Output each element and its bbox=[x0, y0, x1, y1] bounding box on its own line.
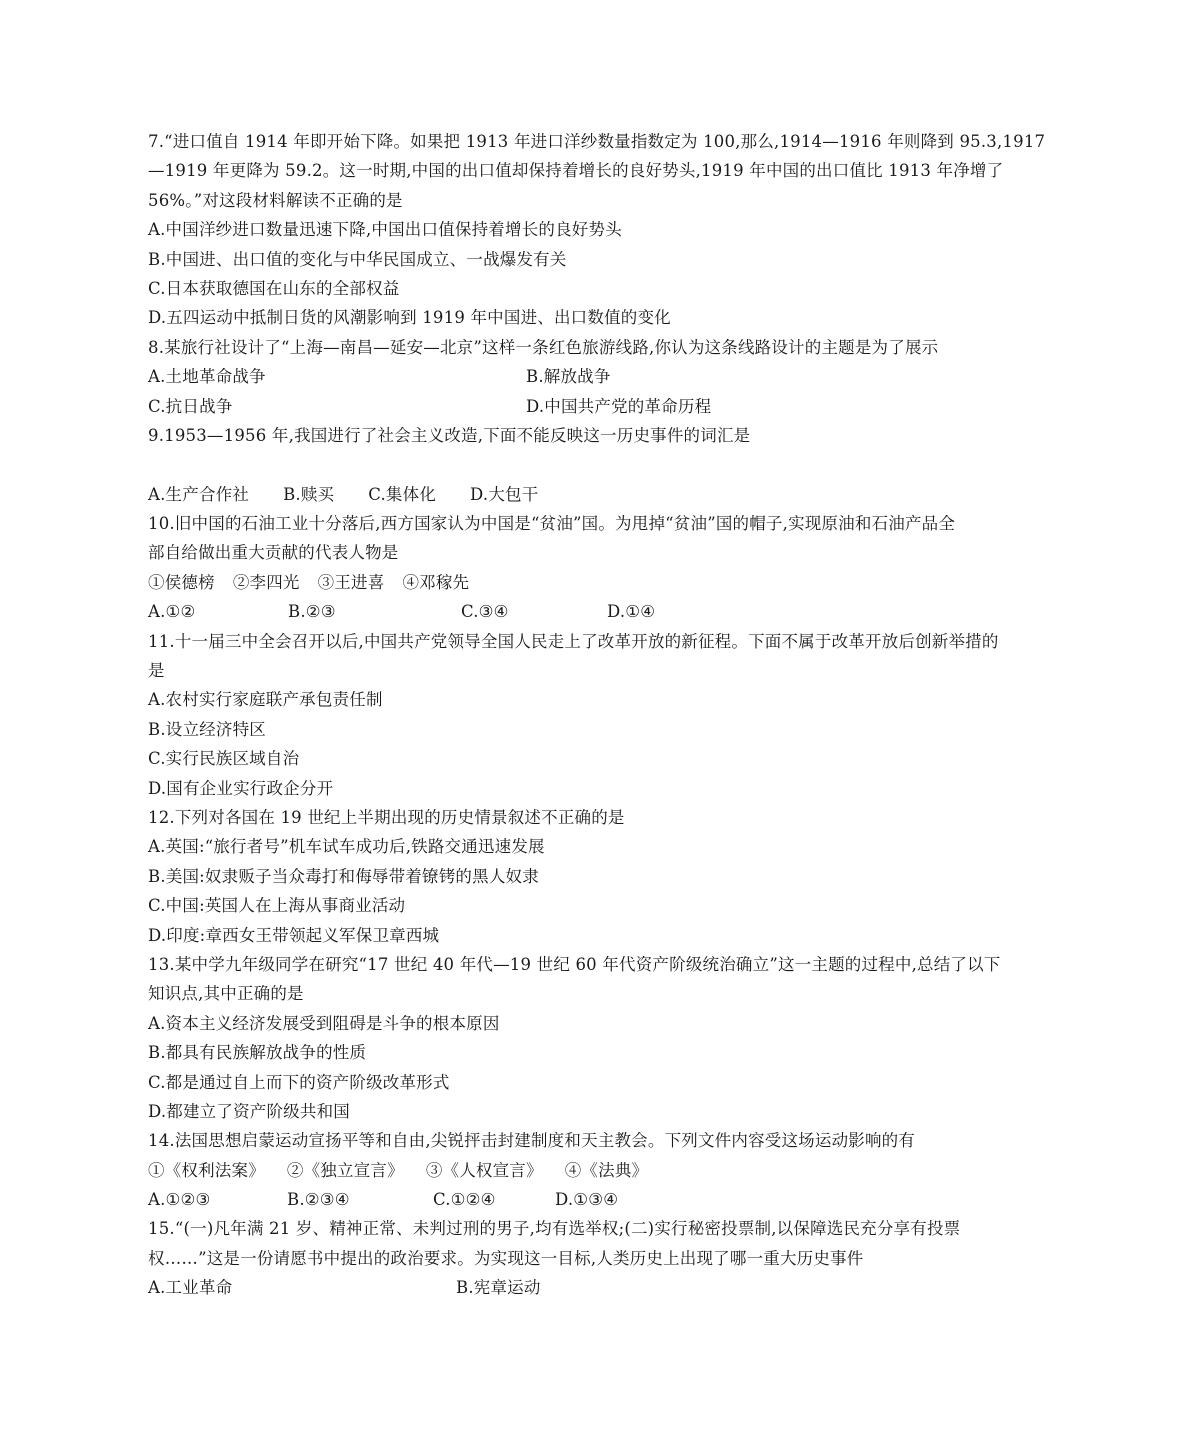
option-c: C.集体化 bbox=[368, 484, 437, 504]
item-1: ①《权利法案》 bbox=[148, 1160, 265, 1180]
option-d: D.大包干 bbox=[470, 484, 539, 504]
options-row bbox=[148, 1185, 1058, 1214]
option-d: D.①④ bbox=[607, 602, 656, 622]
option-b: B.宪章运动 bbox=[456, 1278, 541, 1298]
options-row bbox=[148, 597, 1058, 626]
option-b: B.解放战争 bbox=[526, 367, 611, 387]
question-stem: 9.1953—1956 年,我国进行了社会主义改造,下面不能反映这一历史事件的词汇是 bbox=[148, 425, 751, 445]
option-c: C.抗日战争 bbox=[148, 396, 233, 416]
item-2: ②《独立宣言》 bbox=[286, 1160, 404, 1180]
option-a: A.工业革命 bbox=[148, 1278, 233, 1298]
option-d: D.①③④ bbox=[555, 1190, 619, 1210]
options-row bbox=[148, 392, 1058, 421]
question-stem: 是 bbox=[148, 661, 165, 681]
question-stem: 10.旧中国的石油工业十分落后,西方国家认为中国是“贫油”国。为甩掉“贫油”国的帽子,实现原油和石油产品全 bbox=[148, 514, 956, 534]
option-b: B.赎买 bbox=[283, 484, 335, 504]
option-a: A.资本主义经济发展受到阻碍是斗争的根本原因 bbox=[148, 1013, 500, 1033]
question-stem: 14.法国思想启蒙运动宣扬平等和自由,尖锐抨击封建制度和天主教会。下列文件内容受这场运动影响的有 bbox=[148, 1131, 916, 1151]
option-a: A.生产合作社 bbox=[148, 484, 250, 504]
option-b: B.都具有民族解放战争的性质 bbox=[148, 1043, 367, 1063]
option-d: D.国有企业实行政企分开 bbox=[148, 778, 334, 798]
blank-line bbox=[148, 450, 1058, 479]
option-a: A.中国洋纱进口数量迅速下降,中国出口值保持着增长的良好势头 bbox=[148, 220, 622, 240]
items-row bbox=[148, 1156, 1058, 1185]
items-row bbox=[148, 568, 1058, 597]
option-b: B.设立经济特区 bbox=[148, 719, 266, 739]
question-8 bbox=[148, 333, 1058, 421]
option-b: B.美国:奴隶贩子当众毒打和侮辱带着镣铐的黑人奴隶 bbox=[148, 866, 539, 886]
question-stem: 知识点,其中正确的是 bbox=[148, 984, 304, 1004]
question-13 bbox=[148, 950, 1058, 1126]
option-b: B.中国进、出口值的变化与中华民国成立、一战爆发有关 bbox=[148, 249, 567, 269]
option-a: A.英国:“旅行者号”机车试车成功后,铁路交通迅速发展 bbox=[148, 837, 545, 857]
option-d: D.五四运动中抵制日货的风潮影响到 1919 年中国进、出口数值的变化 bbox=[148, 308, 671, 328]
item-2: ②李四光 bbox=[232, 572, 300, 592]
question-7 bbox=[148, 127, 1058, 333]
option-d: D.印度:章西女王带领起义军保卫章西城 bbox=[148, 925, 440, 945]
option-c: C.中国:英国人在上海从事商业活动 bbox=[148, 896, 406, 916]
question-stem: 13.某中学九年级同学在研究“17 世纪 40 年代—19 世纪 60 年代资产阶级统治确立”这一主题的过程中,总结了以下 bbox=[148, 954, 1001, 974]
question-14 bbox=[148, 1126, 1058, 1214]
question-stem: 11.十一届三中全会召开以后,中国共产党领导全国人民走上了改革开放的新征程。下面不属于改革开放后创新举措的 bbox=[148, 631, 999, 651]
question-9 bbox=[148, 421, 1058, 509]
item-3: ③《人权宣言》 bbox=[425, 1160, 543, 1180]
item-4: ④《法典》 bbox=[564, 1160, 649, 1180]
options-row bbox=[148, 1273, 1058, 1302]
item-4: ④邓稼先 bbox=[402, 572, 470, 592]
options-row bbox=[148, 362, 1058, 391]
question-stem: 8.某旅行社设计了“上海—南昌—延安—北京”这样一条红色旅游线路,你认为这条线路设计的主题是为了展示 bbox=[148, 337, 939, 357]
option-d: D.都建立了资产阶级共和国 bbox=[148, 1101, 350, 1121]
question-15 bbox=[148, 1214, 1058, 1302]
exam-page bbox=[148, 127, 1058, 1303]
option-b: B.②③ bbox=[288, 602, 336, 622]
option-c: C.③④ bbox=[461, 602, 509, 622]
question-stem: 15.“(一)凡年满 21 岁、精神正常、未判过刑的男子,均有选举权;(二)实行秘密投票制,以保障选民充分享有投票 bbox=[148, 1219, 961, 1239]
option-c: C.都是通过自上而下的资产阶级改革形式 bbox=[148, 1072, 450, 1092]
question-10 bbox=[148, 509, 1058, 627]
question-11 bbox=[148, 627, 1058, 803]
question-stem: 权……”这是一份请愿书中提出的政治要求。为实现这一目标,人类历史上出现了哪一重大历史事件 bbox=[148, 1248, 864, 1268]
question-stem: 部自给做出重大贡献的代表人物是 bbox=[148, 543, 399, 563]
question-stem: —1919 年更降为 59.2。这一时期,中国的出口值却保持着增长的良好势头,1919 年中国的出口值比 1913 年净增了 bbox=[148, 161, 1004, 181]
question-stem: 12.下列对各国在 19 世纪上半期出现的历史情景叙述不正确的是 bbox=[148, 807, 625, 827]
option-c: C.实行民族区域自治 bbox=[148, 749, 300, 769]
item-1: ①侯德榜 bbox=[148, 572, 215, 592]
option-c: C.①②④ bbox=[433, 1190, 496, 1210]
question-stem: 7.“进口值自 1914 年即开始下降。如果把 1913 年进口洋纱数量指数定为 100,那么,1914—1916 年则降到 95.3,1917 bbox=[148, 132, 1046, 151]
option-d: D.中国共产党的革命历程 bbox=[526, 396, 712, 416]
option-a: A.①②③ bbox=[148, 1190, 211, 1210]
options-row bbox=[148, 480, 1058, 509]
option-c: C.日本获取德国在山东的全部权益 bbox=[148, 278, 400, 298]
question-12 bbox=[148, 803, 1058, 950]
question-stem: 56%。”对这段材料解读不正确的是 bbox=[148, 190, 403, 210]
option-a: A.①② bbox=[148, 602, 196, 622]
item-3: ③王进喜 bbox=[317, 572, 385, 592]
option-a: A.农村实行家庭联产承包责任制 bbox=[148, 690, 383, 710]
option-b: B.②③④ bbox=[287, 1190, 350, 1210]
option-a: A.土地革命战争 bbox=[148, 367, 266, 387]
